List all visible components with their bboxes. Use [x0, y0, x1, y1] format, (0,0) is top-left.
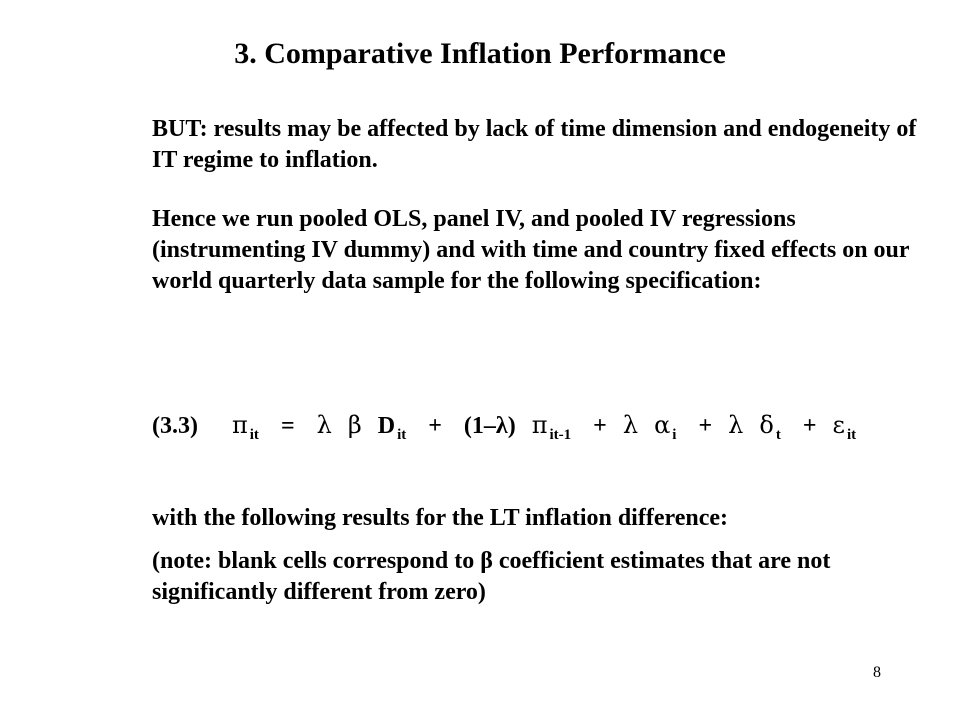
subscript-it: it — [397, 427, 407, 443]
plus-sign: + — [698, 413, 713, 439]
plus-sign: + — [593, 413, 607, 439]
one-minus-lambda: (1–λ) — [463, 413, 516, 439]
lambda-symbol: λ — [728, 411, 744, 439]
delta-symbol: δ — [759, 411, 774, 439]
plus-sign: + — [802, 413, 817, 439]
beta-symbol: β — [347, 411, 362, 439]
equation-3-3 — [152, 405, 922, 449]
equation-label: (3.3) — [152, 413, 198, 439]
subscript-i: i — [672, 427, 677, 443]
plus-sign: + — [428, 413, 442, 439]
d-variable: D — [377, 413, 396, 439]
lambda-symbol: λ — [316, 411, 332, 439]
slide-title: 3. Comparative Inflation Performance — [234, 37, 726, 70]
equals-sign: = — [280, 413, 295, 439]
subscript-it: it — [249, 427, 259, 443]
epsilon-symbol: ε — [832, 411, 845, 439]
pi-symbol: π — [531, 411, 548, 439]
paragraph-method: Hence we run pooled OLS, panel IV, and pooled IV regressions (instrumenting IV dummy) and with time and country fixed effects on our world quarterly data sample for the following specification: — [152, 206, 910, 294]
paragraph-results: with the following results for the LT inflation difference: — [152, 505, 728, 531]
lambda-symbol: λ — [622, 411, 639, 439]
subscript-t: t — [775, 427, 781, 443]
page-number: 8 — [873, 664, 881, 681]
paragraph-limitations: BUT: results may be affected by lack of time dimension and endogeneity of IT regime to inflation. — [152, 116, 917, 173]
subscript-it: it — [846, 427, 857, 443]
pi-symbol: π — [231, 411, 248, 439]
paragraph-note: (note: blank cells correspond to β coefficient estimates that are not significantly different from zero) — [152, 548, 831, 605]
alpha-symbol: α — [654, 411, 671, 439]
subscript-it-1: it-1 — [549, 427, 572, 443]
